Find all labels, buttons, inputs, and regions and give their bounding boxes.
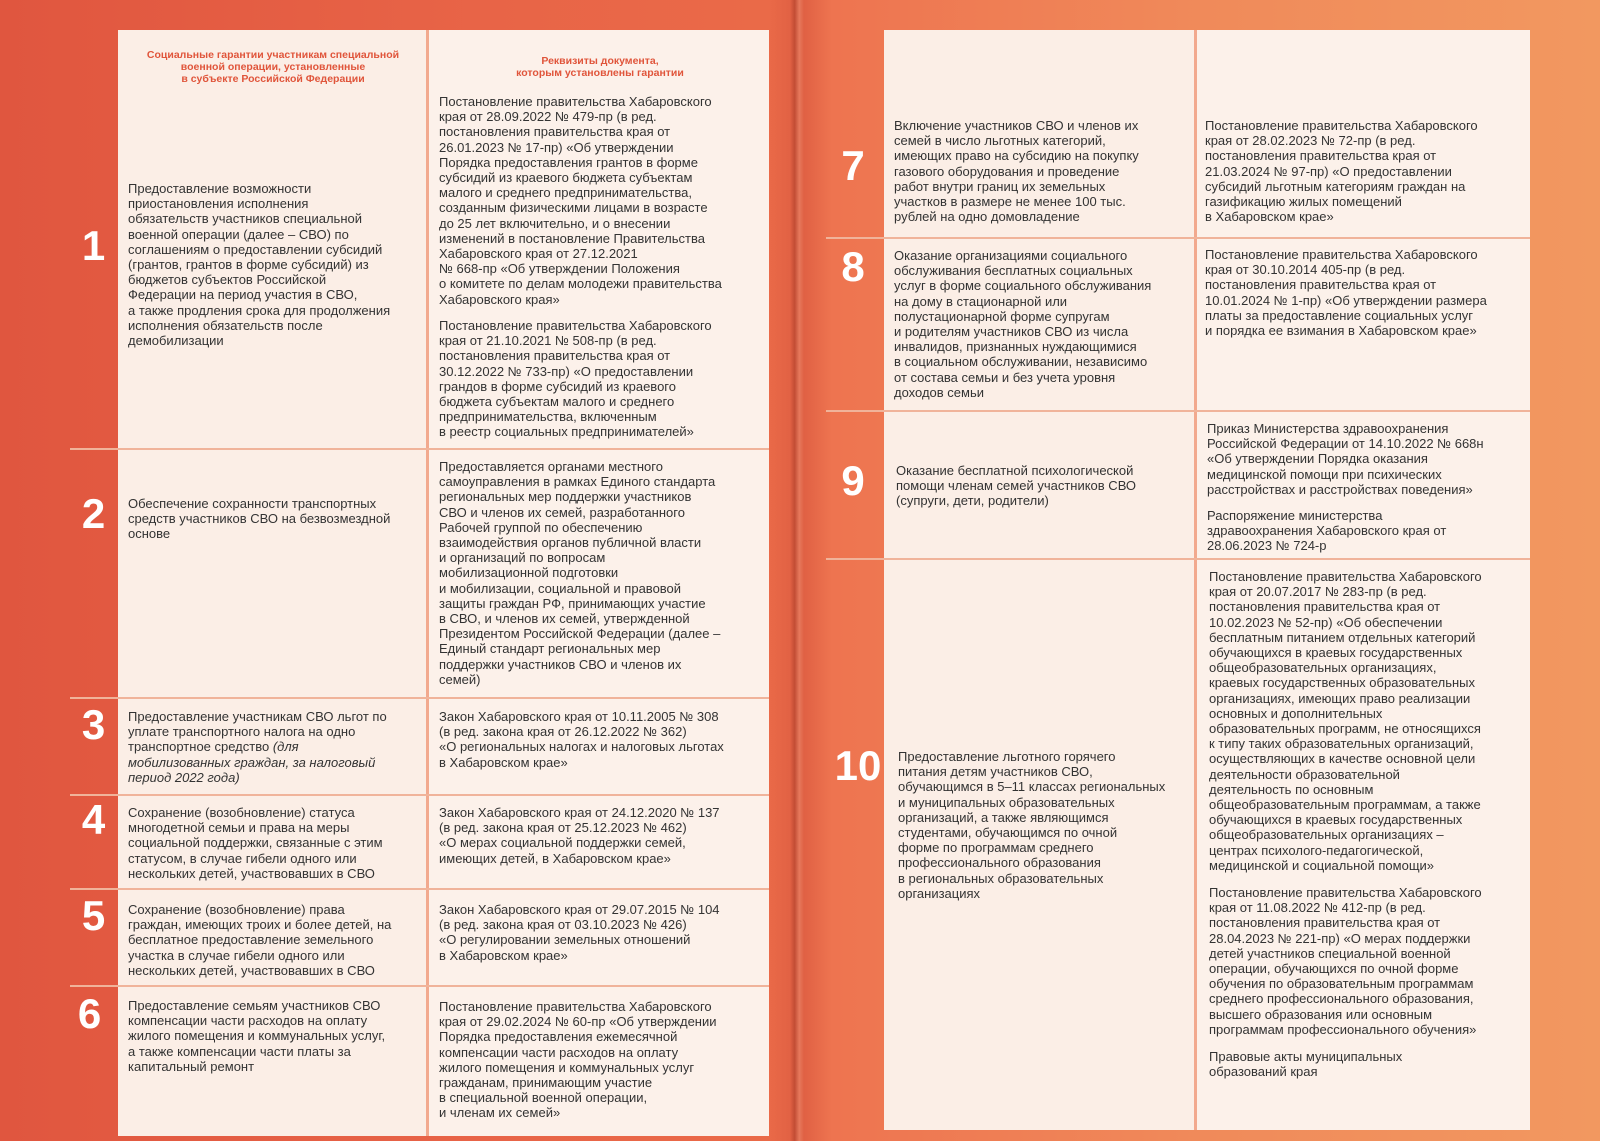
guarantee-note: (для мобилизованных граждан, за налоговый период 2022 года) — [128, 739, 376, 785]
column-divider — [1194, 30, 1197, 1130]
guarantee-text: Предоставление участникам СВО льгот по уплате транспортного налога на одно транспортное средство (для мобилизованных граждан, за налоговый период 2022 года) — [128, 709, 387, 785]
document-text: Приказ Министерства здравоохранения Российской Федерации от 14.10.2022 № 668н «Об утверждении Порядка оказания медицинской помощи при психических расстройствах и расстройствах поведения» — [1207, 421, 1484, 497]
row-divider — [826, 410, 1530, 412]
document-text: Закон Хабаровского края от 10.11.2005 № 308 (в ред. закона края от 26.12.2022 № 362) «О региональных налогах и налоговых льготах в Хабаровском крае» — [439, 709, 724, 770]
document-text: Распоряжение министерства здравоохранения Хабаровского края от 28.06.2023 № 724-р — [1207, 508, 1447, 554]
document-text: Постановление правительства Хабаровского края от 28.02.2023 № 72-пр (в ред. постановления правительства края от 21.03.2024 № 97-пр) «О предоставлении субсидий льготным категориям граждан на газификацию жилых помещений в Хабаровском крае» — [1205, 118, 1478, 225]
document-text: Правовые акты муниципальных образований края — [1209, 1049, 1403, 1080]
document-text: Постановление правительства Хабаровского края от 29.02.2024 № 60-пр «Об утверждении Порядка предоставления ежемесячной компенсации части расходов на оплату жилого помещения и коммунальных услуг гражданам, принимающим участие в специальной военной операции, и членам их семей» — [439, 999, 717, 1121]
row-divider — [70, 888, 769, 890]
header-guarantees: Социальные гарантии участникам специальной военной операции, установленные в субъекте Российской Федерации — [146, 49, 400, 85]
document-text: Постановление правительства Хабаровского края от 28.09.2022 № 479-пр (в ред. постановления правительства края от 26.01.2023 № 17-пр) «Об утверждении Порядка предоставления грантов в форме субсидий из краевого бюджета субъектам малого и среднего предпринимательства, созданным физическими лицами в возрасте до 25 лет включительно, и о внесении изменений в постановление Правительства Хабаровского края от 27.12.2021 № 668-пр «Об утверждении Положения о комитете по делам молодежи правительства Хабаровского края» — [439, 94, 722, 307]
row-number: 8 — [841, 243, 865, 290]
row-divider — [826, 558, 1530, 560]
guarantee-text: Предоставление возможности приостановления исполнения обязательств участников специальной военной операции (далее – СВО) по соглашениям о предоставлении субсидий (грантов, грантов в форме субсидий) из бюджетов субъектов Российской Федерации на период участия в СВО, а также продления срока для продолжения исполнения обязательств после демобилизации — [128, 181, 391, 349]
row-number: 5 — [81, 892, 106, 939]
row-number: 1 — [81, 222, 106, 269]
document-text: Постановление правительства Хабаровского края от 21.10.2021 № 508-пр (в ред. постановления правительства края от 30.12.2022 № 733-пр) «О предоставлении грандов в форме субсидий из краевого бюджета субъектам малого и среднего предпринимательства, включенным в реестр социальных предпринимателей» — [439, 318, 712, 440]
guarantee-text: Предоставление семьям участников СВО компенсации части расходов на оплату жилого помещения и коммунальных услуг, а также компенсации части платы за капитальный ремонт — [128, 998, 386, 1074]
document-text: Предоставляется органами местного самоуправления в рамках Единого стандарта региональных мер поддержки участников СВО и членов их семей, разработанного Рабочей группой по обеспечению взаимодействия органов публичной власти и организаций по вопросам мобилизационной подготовки и мобилизации, социальной и правовой защиты граждан РФ, принимающих участие в СВО, и членов их семей, утвержденной Президентом Российской Федерации (далее – Единый стандарт региональных мер поддержки участников СВО и членов их семей) — [439, 459, 721, 687]
document-text: Постановление правительства Хабаровского края от 20.07.2017 № 283-пр (в ред. постановления правительства края от 10.02.2023 № 52-пр) «Об обеспечении бесплатным питанием отдельных категорий обучающихся в краевых государственных общеобразовательных организациях, краевых государственных образовательных организациях, имеющих право реализации основных и дополнительных образовательных программ, не относящихся к типу таких образовательных организаций, осуществляющих в качестве основной цели деятельности образовательной деятельность по основным общеобразовательным программам, а также обучающихся в краевых государственных общеобразовательных организациях – центрах психолого-педагогической, медицинской и социальной помощи» — [1209, 569, 1482, 873]
row-divider — [826, 237, 1530, 239]
page-fold — [790, 0, 804, 1141]
guarantee-text: Сохранение (возобновление) права граждан, имеющих троих и более детей, на бесплатное предоставление земельного участка в случае гибели одного или нескольких детей, участвовавших в СВО — [128, 902, 392, 978]
row-number: 3 — [81, 701, 106, 748]
header-document-details: Реквизиты документа, которым установлены гарантии — [516, 55, 684, 79]
guarantee-text: Включение участников СВО и членов их семей в число льготных категорий, имеющих право на субсидию на покупку газового оборудования и проведение работ внутри границ их земельных участков в размере не менее 100 тыс. рублей на одно домовладение — [894, 118, 1139, 225]
column-divider — [426, 30, 429, 1136]
guarantee-text: Сохранение (возобновление) статуса многодетной семьи и права на меры социальной поддержки, связанные с этим статусом, в случае гибели одного или нескольких детей, участвовавших в СВО — [128, 805, 383, 881]
document-text: Постановление правительства Хабаровского края от 30.10.2014 405-пр (в ред. постановления правительства края от 10.01.2024 № 1-пр) «Об утверждении размера платы за предоставление социальных услуг и порядка ее взимания в Хабаровском крае» — [1205, 247, 1487, 339]
row-divider — [70, 985, 769, 987]
document-text: Закон Хабаровского края от 24.12.2020 № 137 (в ред. закона края от 25.12.2023 № 462) «О мерах социальной поддержки семей, имеющих детей, в Хабаровском крае» — [439, 805, 720, 866]
row-divider — [70, 448, 769, 450]
row-number: 2 — [81, 490, 106, 537]
row-number: 6 — [77, 990, 102, 1037]
row-number: 10 — [834, 742, 882, 789]
guarantee-text: Оказание организациями социального обслуживания бесплатных социальных услуг в форме социального обслуживания на дому в стационарной или полустационарной форме супругам и родителям участников СВО из числа инвалидов, признанных нуждающимися в социальном обслуживании, независимо от состава семьи и без учета уровня доходов семьи — [894, 248, 1152, 400]
guarantee-text: Обеспечение сохранности транспортных средств участников СВО на безвозмездной основе — [128, 496, 391, 542]
row-number: 4 — [81, 796, 106, 843]
guarantee-text: Оказание бесплатной психологической помощи членам семей участников СВО (супруги, дети, родители) — [896, 463, 1137, 509]
document-text: Постановление правительства Хабаровского края от 11.08.2022 № 412-пр (в ред. постановления правительства края от 28.04.2023 № 221-пр) «О мерах поддержки детей участников специальной военной операции, обучающихся по очной форме обучения по образовательным программам среднего профессионального образования, высшего образования или основным программам профессионального обучения» — [1209, 885, 1482, 1037]
row-number: 9 — [841, 457, 865, 504]
row-divider — [70, 794, 769, 796]
row-divider — [70, 697, 769, 699]
document-text: Закон Хабаровского края от 29.07.2015 № 104 (в ред. закона края от 03.10.2023 № 426) «О регулировании земельных отношений в Хабаровском крае» — [439, 902, 720, 963]
guarantee-text: Предоставление льготного горячего питания детям участников СВО, обучающимся в 5–11 классах региональных и муниципальных образовательных организаций, а также являющимся студентами, обучающимся по очной форме по программам среднего профессионального образования в региональных образовательных организациях — [898, 749, 1166, 901]
row-number: 7 — [841, 142, 865, 189]
